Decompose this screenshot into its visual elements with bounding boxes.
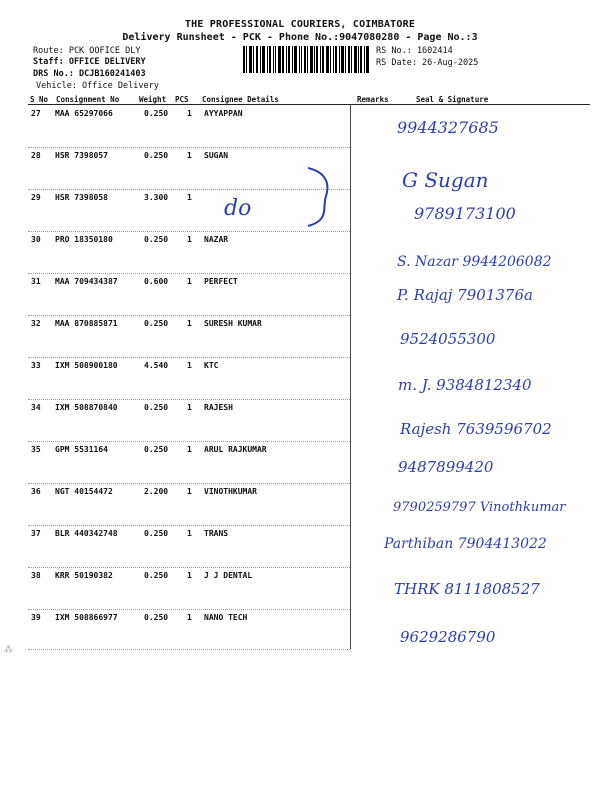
row-consignee: AYYAPPAN xyxy=(204,109,243,118)
row-sno: 38 xyxy=(31,571,41,580)
row-consignee: VINOTHKUMAR xyxy=(204,487,257,496)
row-consignment-no: GPM 5531164 xyxy=(55,445,108,454)
row-sno: 36 xyxy=(31,487,41,496)
row-weight: 4.540 xyxy=(144,361,169,370)
row-sno: 37 xyxy=(31,529,41,538)
signature-38: THRK 8111808527 xyxy=(394,580,540,598)
row-consignment-no: IXM 508866977 xyxy=(55,613,118,622)
row-consignment-no: MAA 65297066 xyxy=(55,109,113,118)
row-sno: 39 xyxy=(31,613,41,622)
table-row xyxy=(0,315,600,357)
row-consignee: SURESH KUMAR xyxy=(204,319,262,328)
row-weight: 0.250 xyxy=(144,151,169,160)
row-pcs: 1 xyxy=(187,403,192,412)
row-pcs: 1 xyxy=(187,193,192,202)
brace-mark xyxy=(300,166,340,228)
signature-37: Parthiban 7904413022 xyxy=(384,536,547,552)
row-consignment-no: IXM 508900180 xyxy=(55,361,118,370)
signature-29: 9789173100 xyxy=(414,204,516,223)
table-row xyxy=(0,441,600,483)
col-remarks: Remarks xyxy=(357,95,389,104)
scan-speck: ⁂ xyxy=(4,645,13,655)
row-pcs: 1 xyxy=(187,445,192,454)
row-weight: 3.300 xyxy=(144,193,169,202)
row-consignee: ARUL RAJKUMAR xyxy=(204,445,267,454)
signature-33: m. J. 9384812340 xyxy=(398,376,532,394)
col-seal-signature: Seal & Signature xyxy=(416,95,489,104)
vehicle-label: Vehicle: Office Delivery xyxy=(36,81,159,91)
row-pcs: 1 xyxy=(187,529,192,538)
ditto-annotation: do xyxy=(224,196,252,221)
signature-30: S. Nazar 9944206082 xyxy=(397,254,552,270)
row-weight: 0.250 xyxy=(144,529,169,538)
row-consignee: J J DENTAL xyxy=(204,571,253,580)
row-consignment-no: HSR 7398058 xyxy=(55,193,108,202)
signature-32: 9524055300 xyxy=(400,330,496,348)
row-weight: 2.200 xyxy=(144,487,169,496)
row-pcs: 1 xyxy=(187,151,192,160)
signature-35: 9487899420 xyxy=(398,458,494,476)
row-consignee: RAJESH xyxy=(204,403,233,412)
row-sno: 30 xyxy=(31,235,41,244)
row-pcs: 1 xyxy=(187,235,192,244)
company-title: THE PROFESSIONAL COURIERS, COIMBATORE xyxy=(184,19,416,30)
signature-31: P. Rajaj 7901376a xyxy=(397,286,533,304)
col-pcs: PCS xyxy=(175,95,189,104)
route-label: Route: PCK OOFICE DLY xyxy=(33,46,141,56)
row-weight: 0.250 xyxy=(144,235,169,244)
row-consignee: TRANS xyxy=(204,529,229,538)
signature-36: 9790259797 Vinothkumar xyxy=(393,500,566,515)
row-consignment-no: IXM 508870840 xyxy=(55,403,118,412)
row-weight: 0.250 xyxy=(144,403,169,412)
row-weight: 0.250 xyxy=(144,613,169,622)
row-sno: 32 xyxy=(31,319,41,328)
row-consignment-no: KRR 50190382 xyxy=(55,571,113,580)
row-sno: 29 xyxy=(31,193,41,202)
runsheet-subtitle: Delivery Runsheet - PCK - Phone No.:9047080280 - Page No.:3 xyxy=(122,32,478,43)
row-consignment-no: MAA 870885871 xyxy=(55,319,118,328)
row-pcs: 1 xyxy=(187,361,192,370)
row-pcs: 1 xyxy=(187,319,192,328)
signature-39: 9629286790 xyxy=(400,628,496,646)
table-row xyxy=(0,609,600,651)
row-sno: 34 xyxy=(31,403,41,412)
col-weight: Weight xyxy=(139,95,167,104)
col-consignment: Consignment No xyxy=(56,95,120,104)
staff-label: Staff: OFFICE DELIVERY xyxy=(33,57,146,67)
table-row xyxy=(0,105,600,147)
signature-34: Rajesh 7639596702 xyxy=(400,420,552,438)
row-pcs: 1 xyxy=(187,613,192,622)
row-consignment-no: NGT 40154472 xyxy=(55,487,113,496)
col-sno: S No xyxy=(30,95,49,104)
row-consignment-no: BLR 440342748 xyxy=(55,529,118,538)
row-consignee: NANO TECH xyxy=(204,613,248,622)
rs-date: RS Date: 26-Aug-2025 xyxy=(376,58,479,68)
row-weight: 0.600 xyxy=(144,277,169,286)
row-weight: 0.250 xyxy=(144,319,169,328)
row-sno: 35 xyxy=(31,445,41,454)
row-pcs: 1 xyxy=(187,571,192,580)
row-consignee: KTC xyxy=(204,361,219,370)
rs-number: RS No.: 1602414 xyxy=(376,46,453,56)
row-weight: 0.250 xyxy=(144,109,169,118)
drs-number: DRS No.: DCJB160241403 xyxy=(33,69,146,79)
row-sno: 31 xyxy=(31,277,41,286)
row-pcs: 1 xyxy=(187,487,192,496)
row-pcs: 1 xyxy=(187,109,192,118)
row-consignee: SUGAN xyxy=(204,151,229,160)
row-consignment-no: PRO 18350180 xyxy=(55,235,113,244)
col-consignee: Consignee Details xyxy=(202,95,279,104)
signature-27: 9944327685 xyxy=(397,118,499,137)
row-sno: 27 xyxy=(31,109,41,118)
row-weight: 0.250 xyxy=(144,445,169,454)
row-consignment-no: MAA 709434387 xyxy=(55,277,118,286)
row-weight: 0.250 xyxy=(144,571,169,580)
row-sno: 33 xyxy=(31,361,41,370)
row-consignee: NAZAR xyxy=(204,235,229,244)
row-pcs: 1 xyxy=(187,277,192,286)
signature-28: G Sugan xyxy=(402,168,489,192)
row-sno: 28 xyxy=(31,151,41,160)
row-consignment-no: HSR 7398057 xyxy=(55,151,108,160)
row-consignee: PERFECT xyxy=(204,277,238,286)
barcode-image xyxy=(243,46,369,73)
